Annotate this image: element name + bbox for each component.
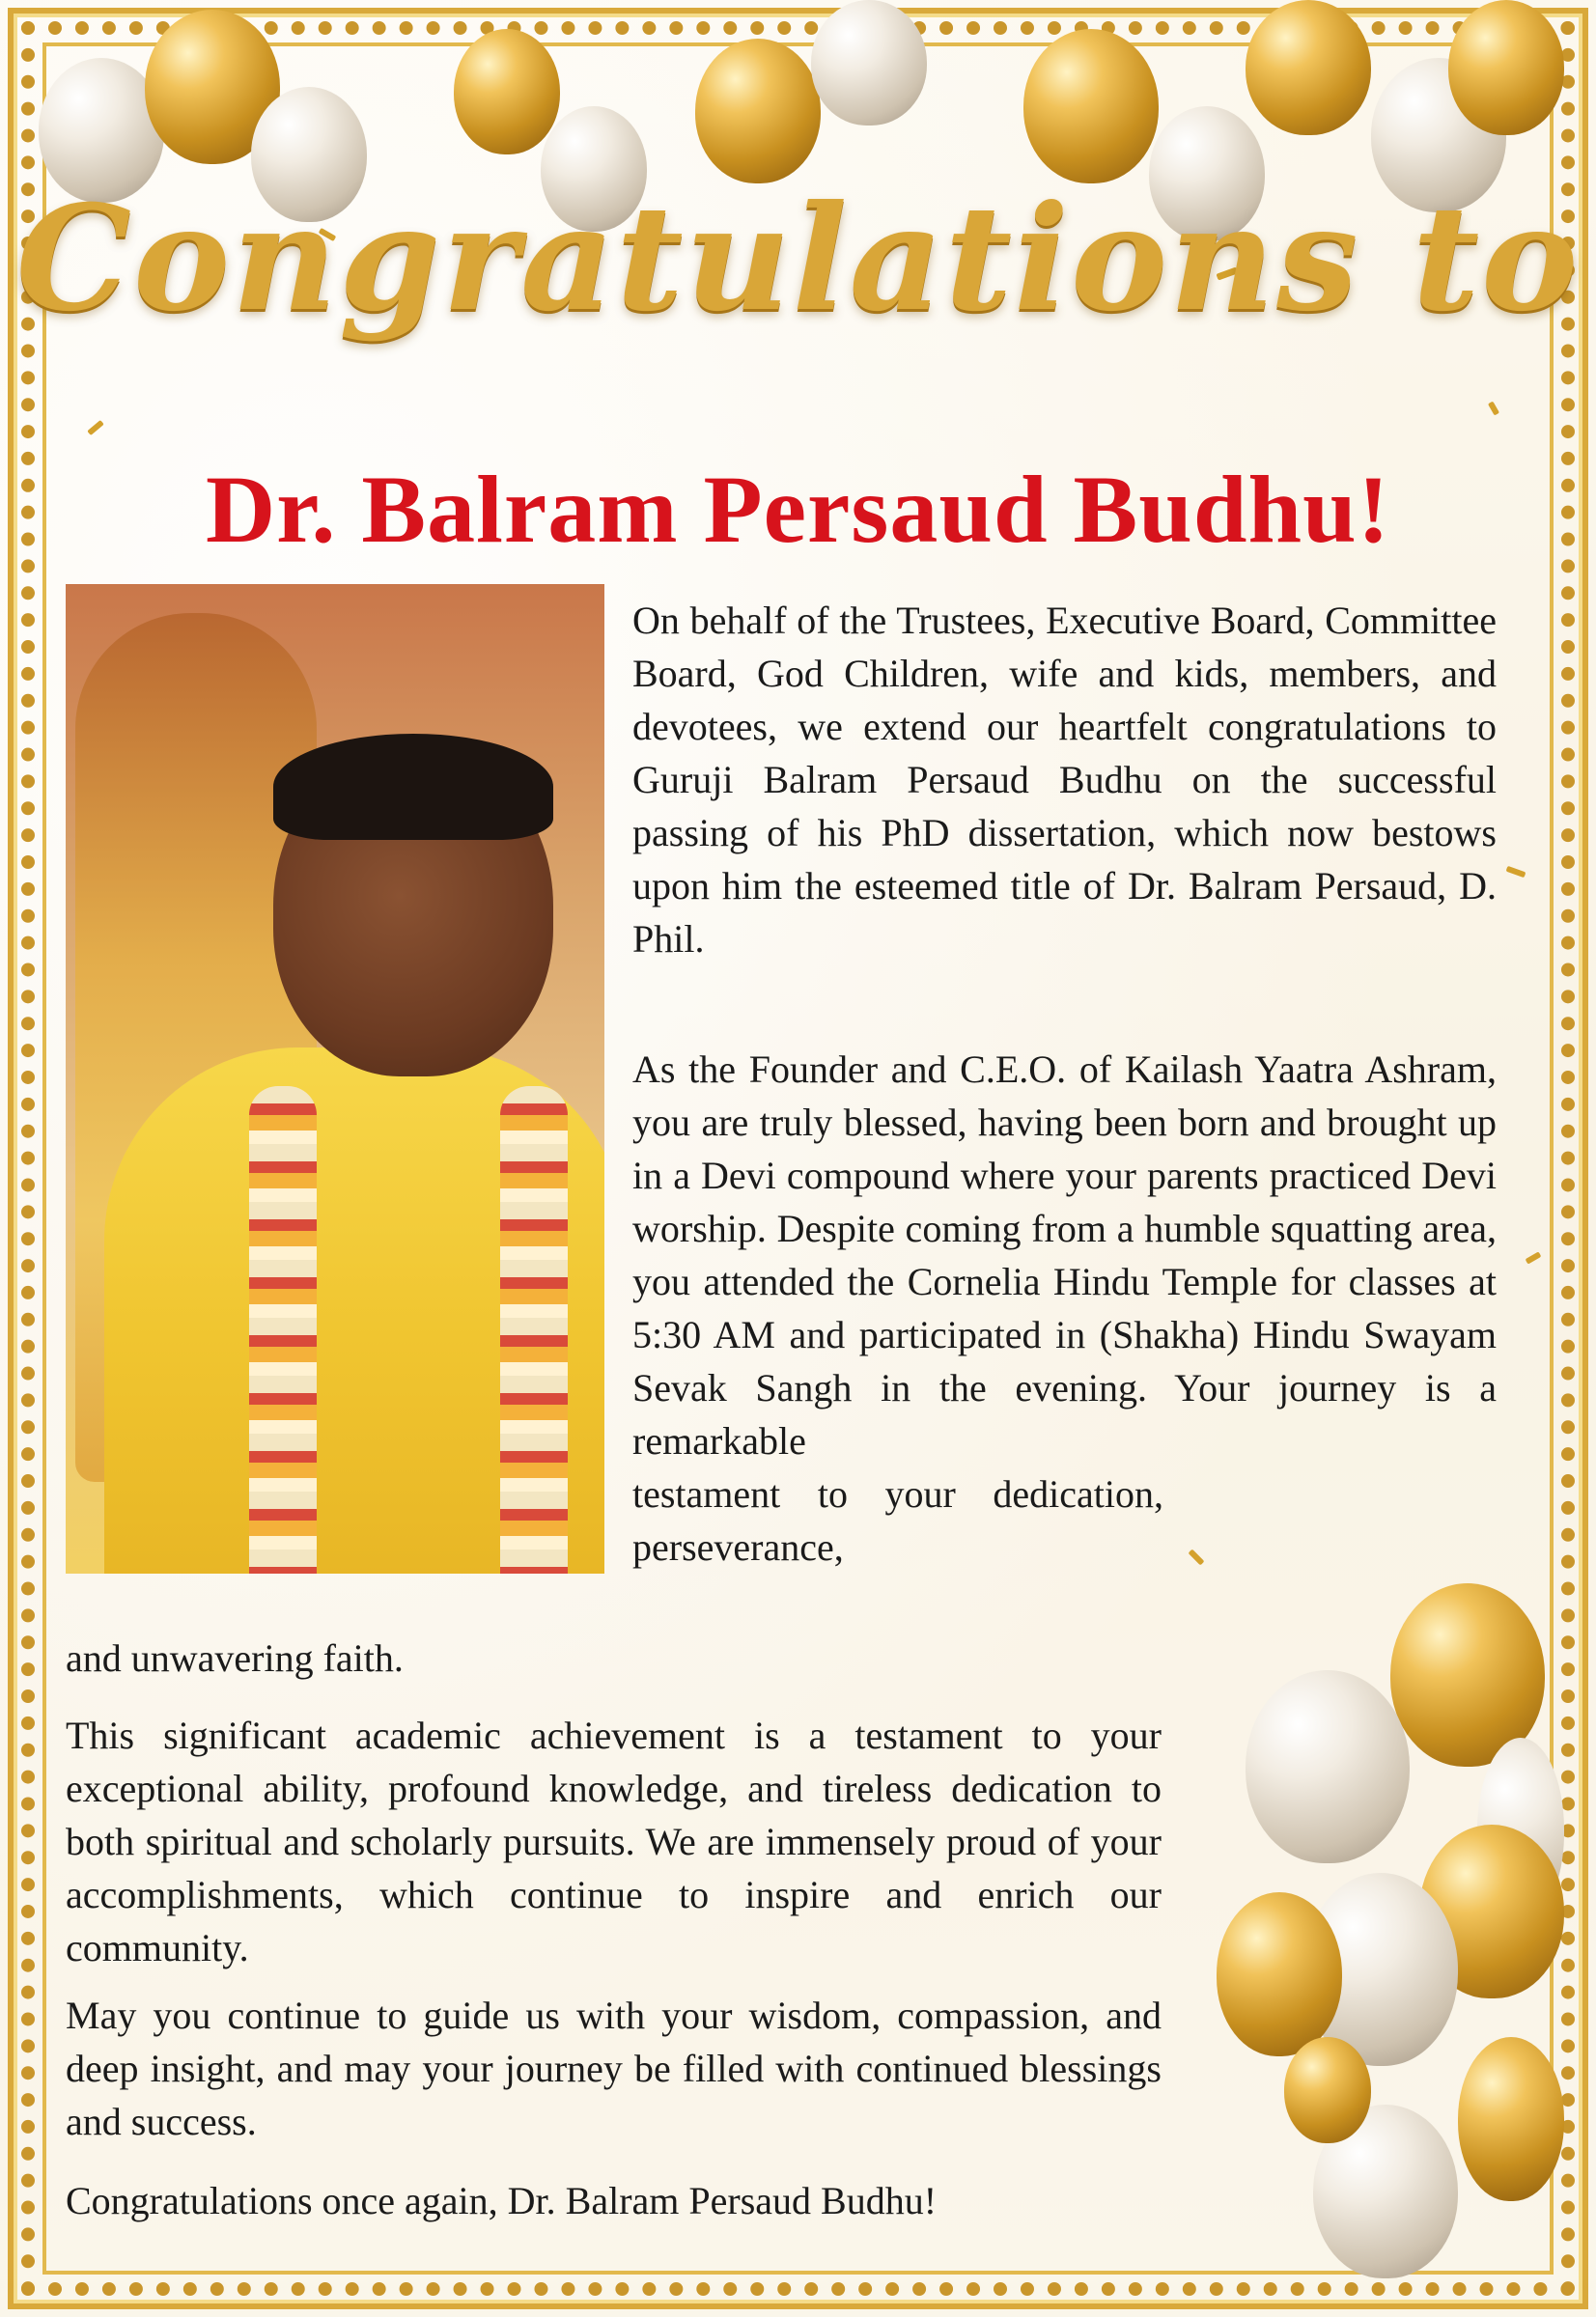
paragraph-closing: Congratulations once again, Dr. Balram Persaud Budhu! xyxy=(66,2179,938,2222)
paragraph-founder xyxy=(632,1043,1497,1574)
paragraph-achievement: This significant academic achievement is a testament to your exceptional ability, profound knowledge, and tireless dedication to both spiritual and scholarly pursuits. We are immensely proud of your accomplishments, which continue to inspire and enrich our community. xyxy=(66,1714,1162,1969)
balloon-icon xyxy=(1284,2037,1371,2143)
balloon-icon xyxy=(1023,29,1159,183)
balloon-icon xyxy=(811,0,927,126)
balloon-icon xyxy=(1217,1892,1342,2056)
paragraph-founder-tail: and unwavering faith. xyxy=(66,1636,404,1680)
portrait-photo xyxy=(66,584,604,1574)
balloon-icon xyxy=(1246,1670,1410,1863)
paragraph-founder-narrow: testament to your dedication, perseverance, xyxy=(632,1472,1163,1569)
balloon-icon xyxy=(1246,0,1371,135)
paragraph-intro: On behalf of the Trustees, Executive Board, Committee Board, God Children, wife and kids, members, and devotees, we extend our heartfelt congratulations to Guruji Balram Persaud Budhu on the successful passing of his PhD dissertation, which now bestows upon him the esteemed title of Dr. Balram Persaud, D. Phil. xyxy=(632,599,1497,961)
script-heading: Congratulations to xyxy=(15,174,1581,344)
paragraph-founder-main: As the Founder and C.E.O. of Kailash Yaatra Ashram, you are truly blessed, having been born and brought up in a Devi compound where your parents practiced Devi worship. Despite coming from a humble squatting area, you attended the Cornelia Hindu Temple for classes at 5:30 AM and participated in (Shakha) Hindu Swayam Sevak Sangh in the evening. Your journey is a remarkable xyxy=(632,1047,1497,1463)
balloon-icon xyxy=(454,29,560,154)
balloon-icon xyxy=(1448,0,1564,135)
paragraph-blessing: May you continue to guide us with your wisdom, compassion, and deep insight, and may your journey be filled with continued blessings and success. xyxy=(66,1994,1162,2143)
honoree-name-title: Dr. Balram Persaud Budhu! xyxy=(205,456,1391,563)
balloon-icon xyxy=(1458,2037,1564,2201)
balloon-icon xyxy=(695,39,821,183)
